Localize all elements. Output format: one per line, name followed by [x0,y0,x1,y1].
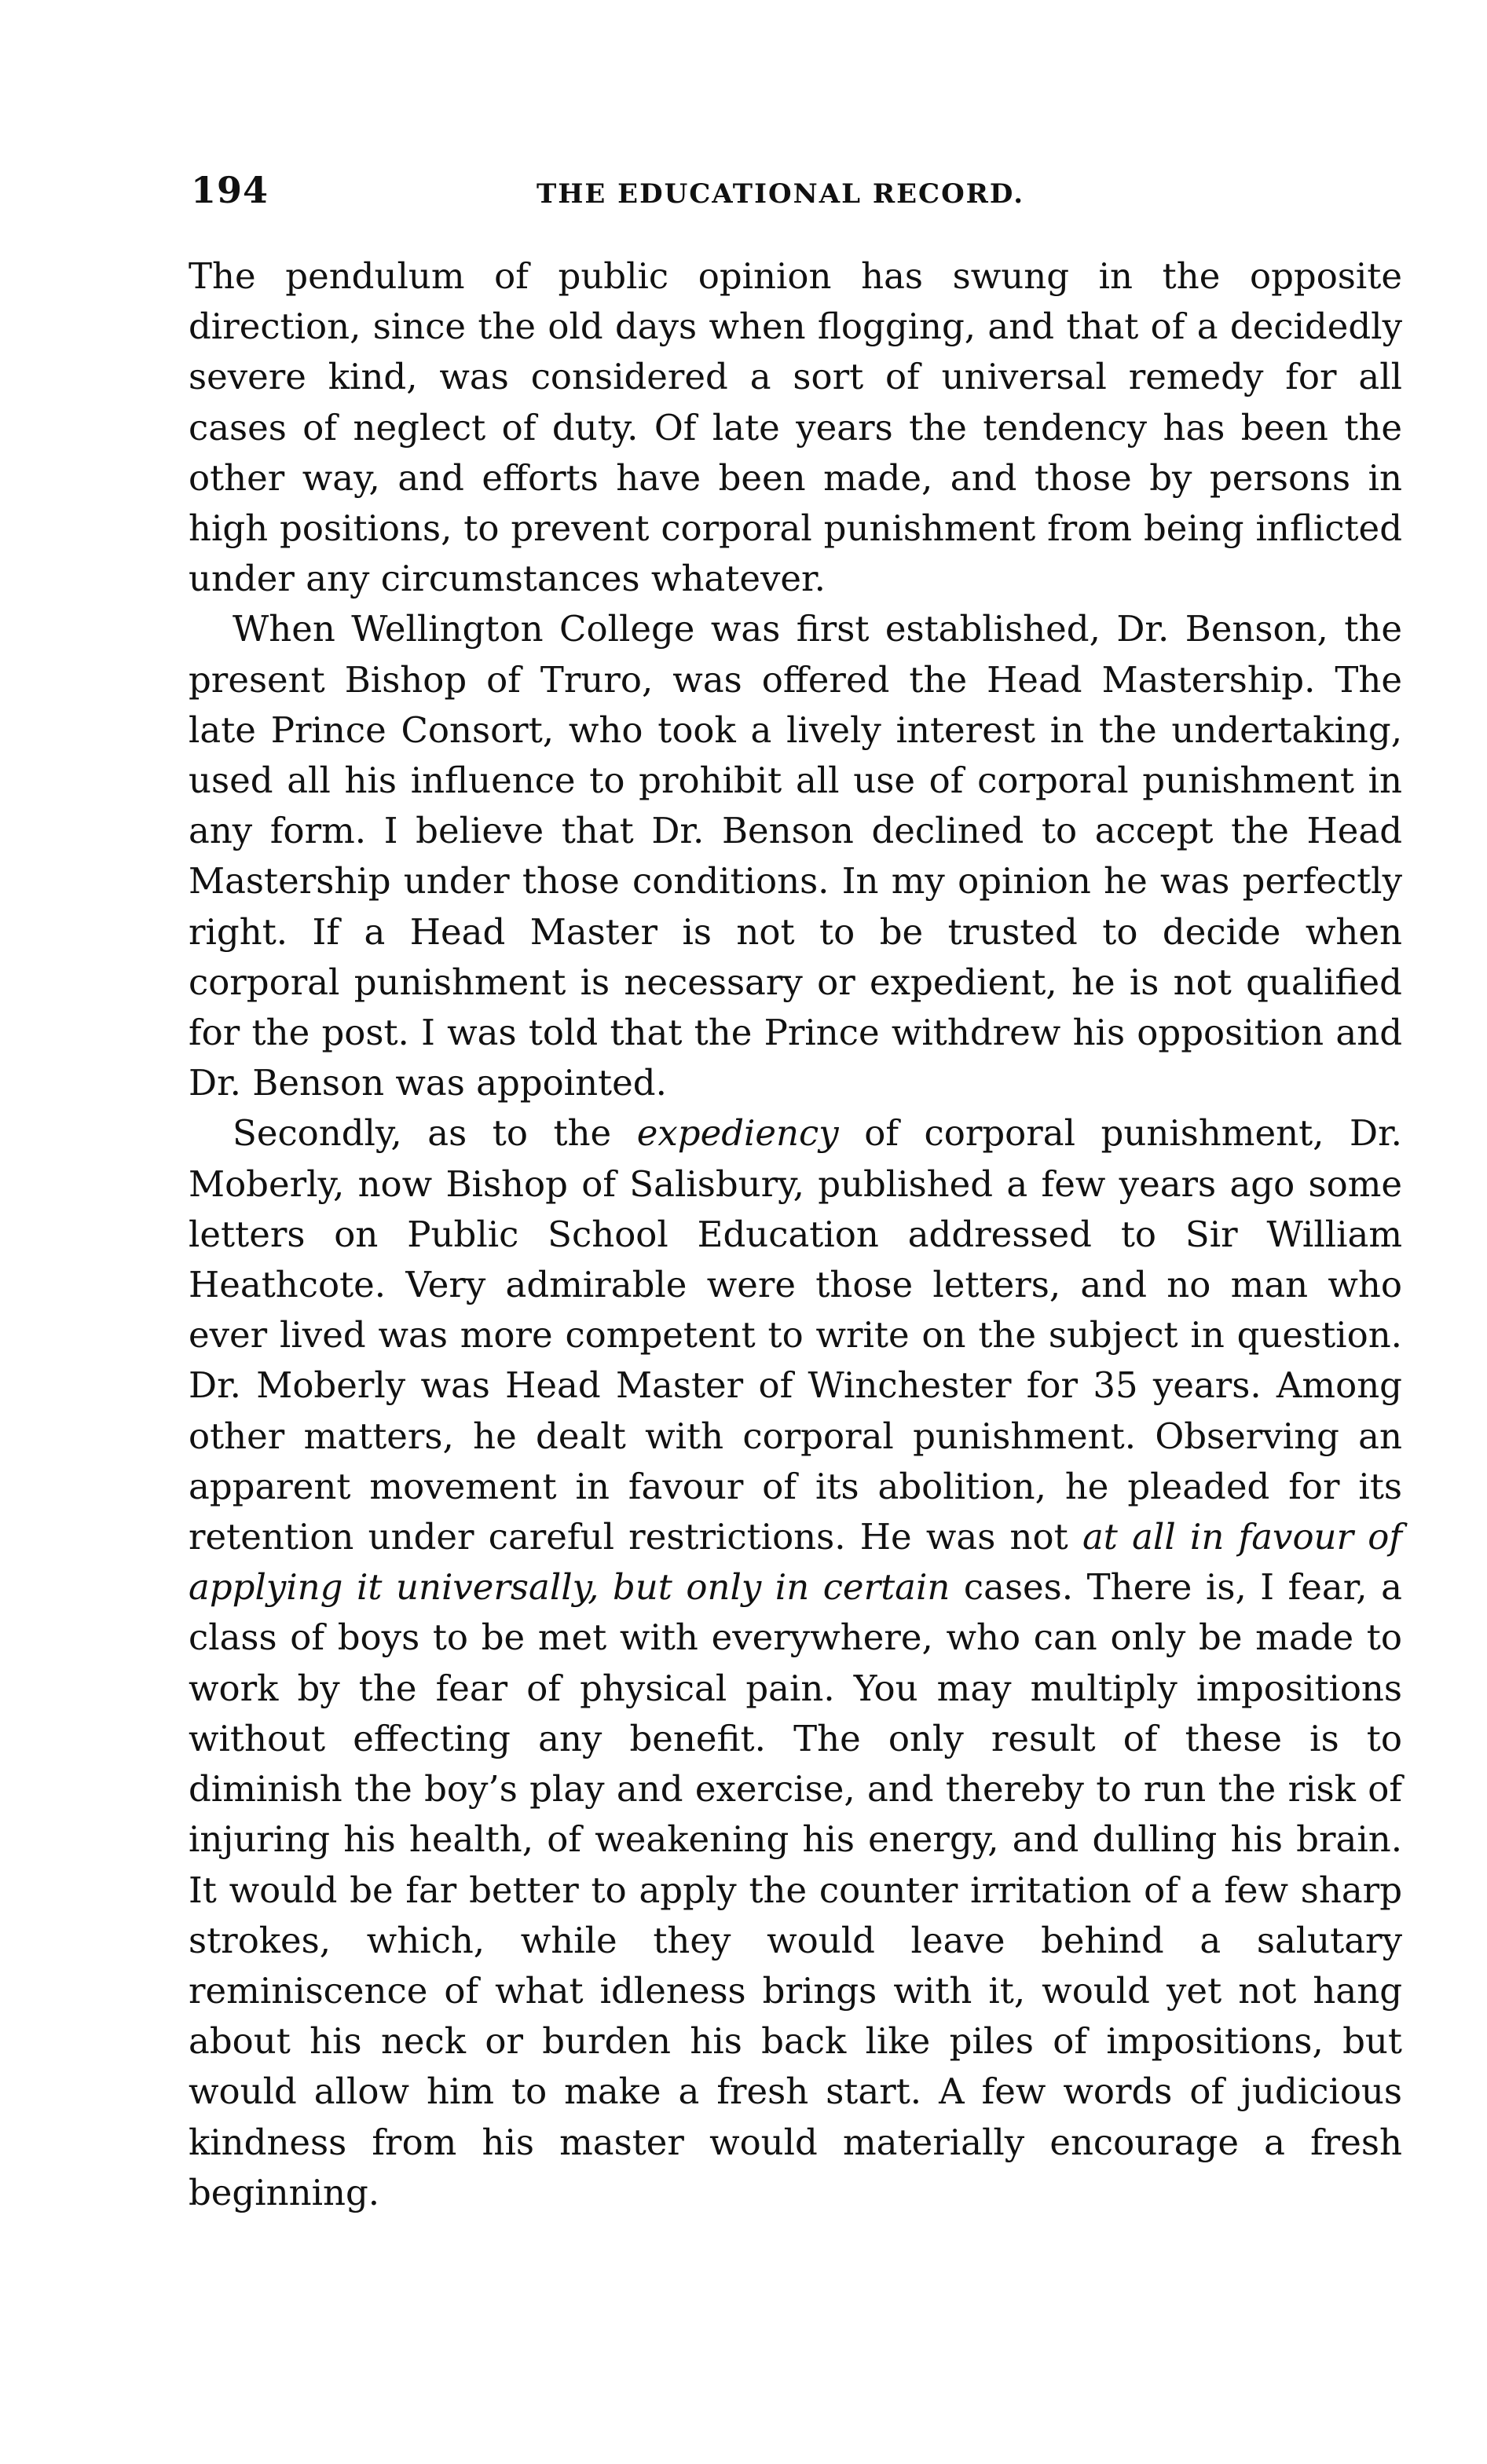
running-head: THE EDUCATIONAL RECORD. [537,178,1025,210]
paragraph-pendulum: The pendulum of public opinion has swung in the opposite direction, since the old days when flogging, and that of a decidedly severe kind, was considered a sort of universal remedy for all cases of neglect of duty. Of late years the tendency has been the other way, and efforts have been made, and those by persons in high positions, to prevent corporal punishment from being inflicted under any circumstances whatever. [189,255,1402,600]
paragraph-text-segment: Secondly, as to the [233,1112,637,1155]
paragraph-wellington: When Wellington College was first established, Dr. Benson, the present Bishop of Truro, was offered the Head Mastership. The late Prince Consort, who took a lively interest in the undertaking, used all his influence to prohibit all use of corporal punishment in any form. I believe that Dr. Benson declined to accept the Head Mastership under those conditions. In my opinion he was perfectly right. If a Head Master is not to be trusted to decide when corporal punishment is necessary or expedient, he is not qualified for the post. I was told that the Prince withdrew his opposition and Dr. Benson was appointed. [189,608,1402,1104]
paragraph-expediency [189,1108,1402,2217]
paragraph-text-segment: cases. There is, I fear, a class of boys to be met with everywhere, who can only be made to work by the fear of physical pain. You may multiply impositions without effecting any benefit. The only result of these is to diminish the boy’s play and exercise, and thereby to run the risk of injuring his health, of weakening his energy, and dulling his brain. It would be far better to apply the counter irritation of a few sharp strokes, which, while they would leave behind a salutary reminiscence of what idleness brings with it, would yet not hang about his neck or burden his back like piles of impositions, but would allow him to make a fresh start. A few words of judicious kindness from his master would materially encourage a fresh beginning. [189,1566,1402,2213]
italic-text-segment: expediency [636,1112,839,1155]
body-text [189,251,1402,2218]
italic-text-segment: at all in favour of applying it universally, but only in certain [189,1516,1403,1609]
paragraph-text-segment: of corporal punishment, Dr. Moberly, now Bishop of Salisbury, published a few years ago some letters on Public School Education addressed to Sir William Heathcote. Very admirable were those letters, and no man who ever lived was more competent to write on the subject in question. Dr. Moberly was Head Master of Winchester for 35 years. Among other matters, he dealt with corporal punishment. Observing an apparent movement in favour of its abolition, he pleaded for its retention under careful restrictions. He was not [189,1112,1402,1558]
page-header [191,167,1401,222]
page-number: 194 [191,169,269,211]
